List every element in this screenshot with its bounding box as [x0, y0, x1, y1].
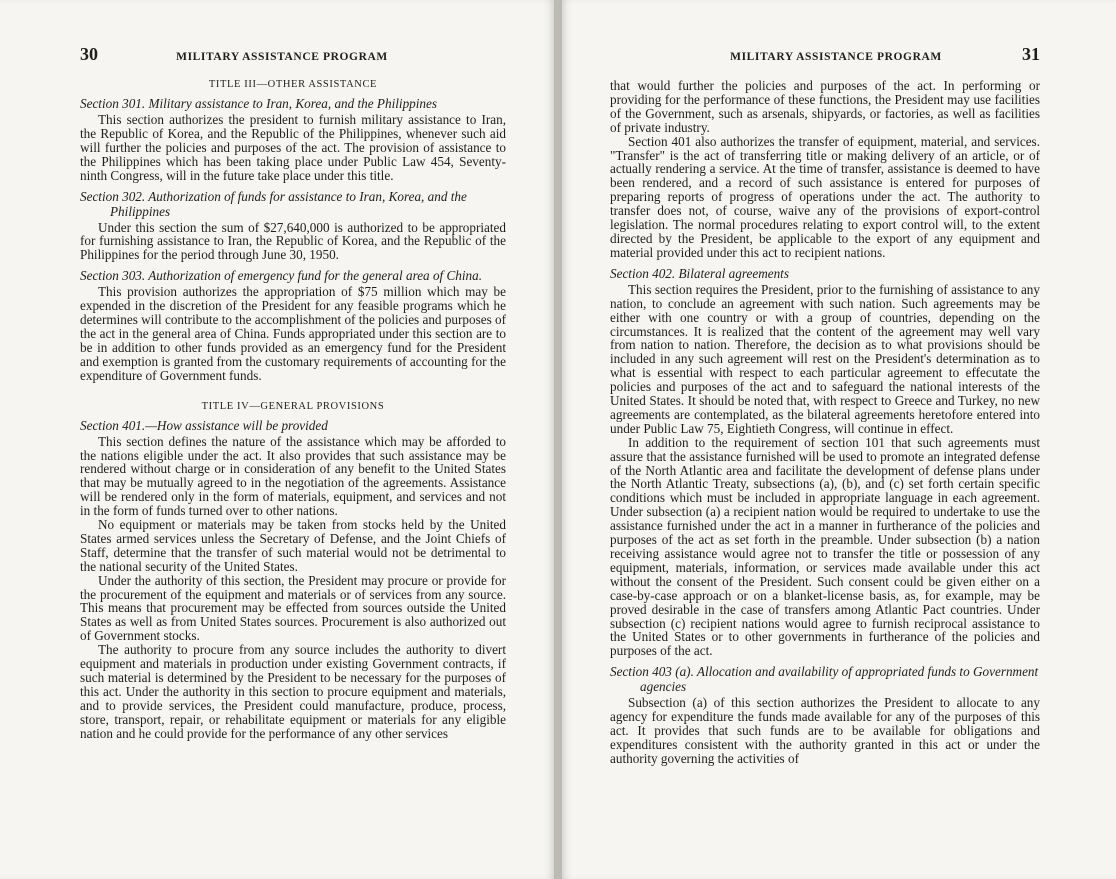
title-iii-heading: TITLE III—OTHER ASSISTANCE	[208, 79, 378, 90]
page-number: 30	[80, 44, 98, 64]
paragraph: This section requires the President, prior to the furnishing of assistance to any nation, to conclude an agreement with such nation. Such agreements may be either with one country or with a group of countries, depending on the circumstances. It is realized that the content of the agreement may well vary from nation to nation. Therefore, the decision as to what provisions should be included in any such agreement will rest on the President's determination as to what is essential with respect to each particular agreement to effecutate the policies and purposes of the act and to safeguard the national interests of the United States. It should be noted that, with respect to Greece and Turkey, no new agreements are contemplated, as the bilateral agreements heretofore entered into under Public Law 75, Eightieth Congress, will continue in effect.	[610, 281, 1040, 436]
paragraph: This provision authorizes the appropriation of $75 million which may be expended in the discretion of the President for any feasible programs which he determines will contribute to the accomplishment of the policies and purposes of the act in the general area of China. Funds appropriated under this section are to be in addition to other funds provided as an emergency fund for the President and exemption is granted from the customary requirements of accounting for the expenditure of Government funds.	[80, 284, 506, 383]
running-head-title: MILITARY ASSISTANCE PROGRAM	[176, 51, 388, 63]
paragraph: Under this section the sum of $27,640,000 is authorized to be appropriated for furnishing assistance to Iran, the Republic of Korea, and the Republic of the Philippines for the period through June 30, 1950.	[80, 219, 506, 263]
page-number: 31	[1022, 44, 1040, 64]
section-301-heading: Section 301. Military assistance to Iran, Korea, and the Philippines	[80, 96, 438, 111]
paragraph: that would further the policies and purposes of the act. In performing or providing for the performance of these functions, the President may use facilities of the Government, such as arsenals, shipyards, or factories, as well as facilities of private industry.	[610, 78, 1040, 135]
running-head-left	[80, 44, 506, 65]
paragraph: The authority to procure from any source includes the authority to divert equipment and materials in production under existing Government contracts, if such material is determined by the President to be necessary for the purposes of this act. Under the authority in this section to procure equipment and materials, and to provide services, the President could manufacture, produce, process, store, transport, repair, or rehabilitate equipment or materials for any eligible nation and he could provide for the performance of any other services	[80, 642, 506, 741]
title-iv-heading: TITLE IV—GENERAL PROVISIONS	[201, 400, 385, 412]
paragraph: Section 401 also authorizes the transfer of equipment, material, and services. "Transfer" is the act of transferring title or making delivery of an article, or of actually rendering a service. At the time of transfer, assistance is deemed to have been rendered, and a record of such assistance is entered for purposes of preparing reports of progress of operations under the act. The authority to transfer does not, of course, waive any of the provisions of export-control legislation. The normal procedures relating to export control will, to the extent directed by the President, be applicable to the export of any equipment and material provided under this act to recipient nations.	[610, 133, 1040, 260]
running-head-right	[610, 44, 1040, 65]
section-401-heading: Section 401.—How assistance will be provided	[80, 417, 328, 433]
section-402-heading: Section 402. Bilateral agreements	[610, 265, 789, 281]
running-head-title: MILITARY ASSISTANCE PROGRAM	[730, 51, 942, 63]
paragraph: Under the authority of this section, the President may procure or provide for the procurement of the equipment and materials or of services from any source. This means that procurement may be effected from sources outside the United States as well as from United States sources. Procurement is also authorized out of Government stocks.	[80, 572, 506, 644]
section-303-heading: Section 303. Authorization of emergency fund for the general area of China.	[80, 268, 483, 284]
book-gutter	[554, 0, 562, 879]
left-page	[0, 0, 554, 879]
paragraph: This section defines the nature of the assistance which may be afforded to the nations eligible under the act. It also provides that such assistance may be rendered without charge or in consideration of any benefit to the United States that may be mutually agreed to in the negotiation of the agreements. Assistance will be rendered only in the form of materials, equipment, and services and not in the form of funds turned over to other nations.	[80, 433, 506, 519]
section-302-heading: Section 302. Authorization of funds for assistance to Iran, Korea, and the Philippines	[80, 188, 467, 219]
section-403-heading: Section 403 (a). Allocation and availability of appropriated funds to Government agencies	[610, 664, 1039, 695]
paragraph: No equipment or materials may be taken from stocks held by the United States armed services unless the Secretary of Defense, and the Joint Chiefs of Staff, determine that the transfer of such material would not be detrimental to the national security of the United States.	[80, 517, 506, 574]
paragraph: In addition to the requirement of section 101 that such agreements must assure that the assistance furnished will be used to promote an integrated defense of the North Atlantic area and facilitate the development of defense plans under the North Atlantic Treaty, subsections (a), (b), and (c) set forth certain specific conditions which must be included in appropriate language in each agreement. Under subsection (a) a recipient nation would be required to undertake to use the assistance furnished under the act in a manner in furtherance of the policies and purposes of the act as set forth in the preamble. Under subsection (b) a nation receiving assistance would agree not to transfer the title or possession of any equipment, materials, information, or services made available under this act without the consent of the President. Such consent could be given either on a case-by-case approach or on a blanket-license basis, as, for example, may be proved desirable in the case of transfers among Atlantic Pact countries. Under subsection (c) recipient nations would agree to furnish reciprocal assistance to the United States or to other governments in furtherance of the policies and purposes of the act.	[610, 434, 1040, 659]
right-page	[562, 0, 1116, 879]
paragraph: Subsection (a) of this section authorizes the President to allocate to any agency for expenditure the funds made available for any of the purposes of this act. It provides that such funds are to be available for obligations and expenditures consistent with the authority granted in this act or under the authority governing the activities of	[610, 695, 1040, 766]
paragraph: This section authorizes the president to furnish military assistance to Iran, the Republic of Korea, and the Republic of the Philippines, whenever such aid will further the policies and purposes of the act. The provision of assistance to the Philippines which has been taking place under Public Law 454, Seventy-ninth Congress, will in the future take place under this title.	[80, 112, 506, 183]
